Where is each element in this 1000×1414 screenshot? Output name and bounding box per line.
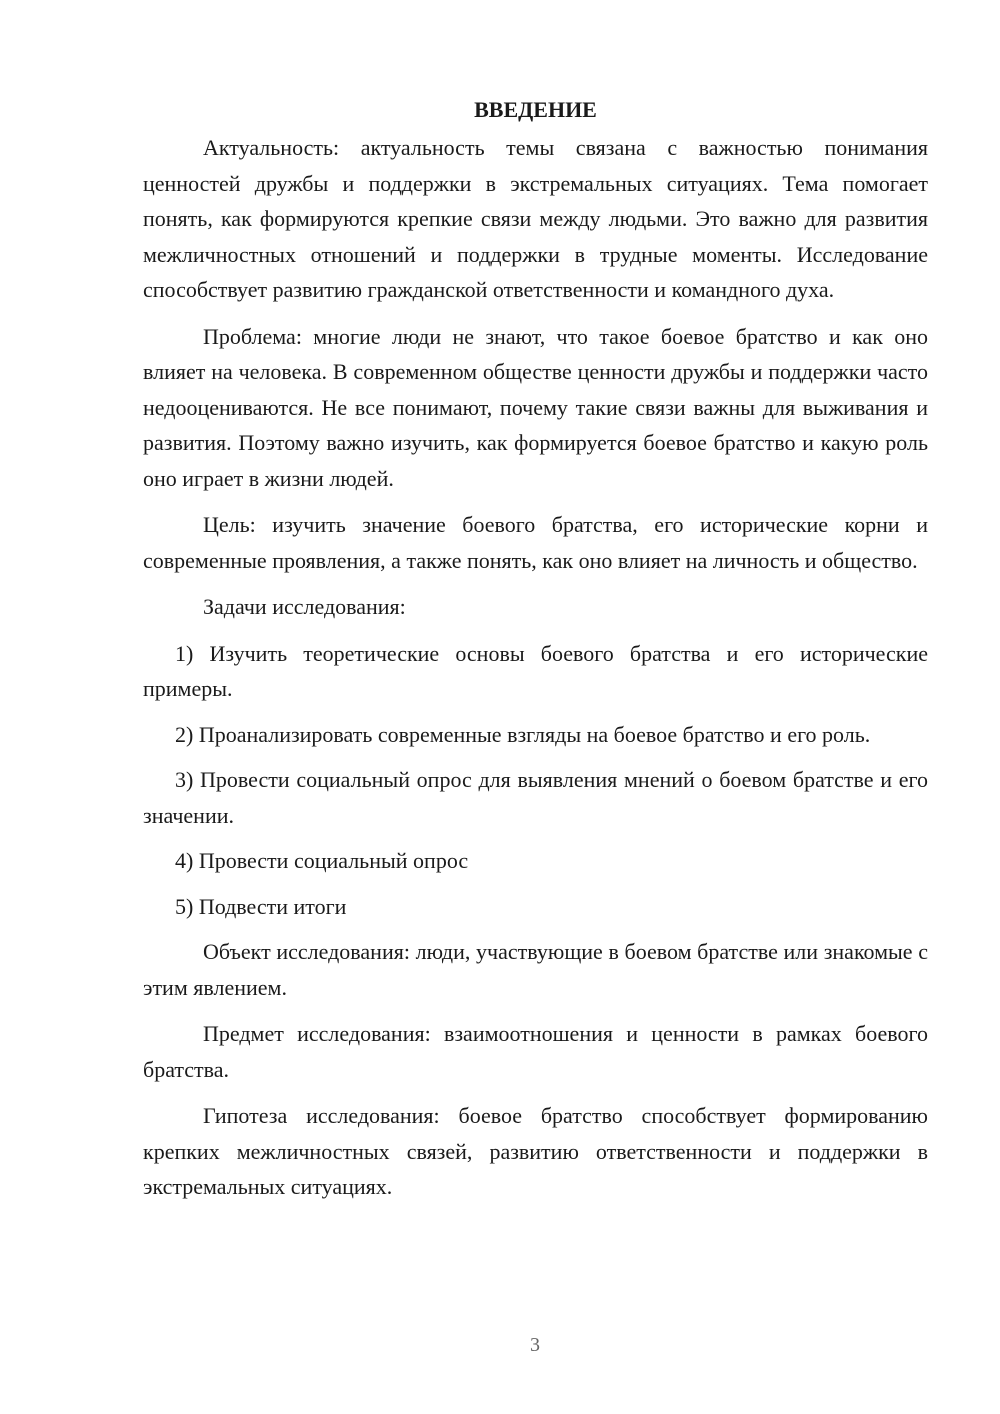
object-paragraph: Объект исследования: люди, участвующие в боевом братстве или знакомые с этим явлением.: [143, 939, 928, 1000]
page-number: 3: [530, 1334, 540, 1356]
document-page: [143, 95, 928, 1216]
section-title: ВВЕДЕНИЕ: [474, 97, 597, 122]
problem-paragraph: Проблема: многие люди не знают, что такое боевое братство и как оно влияет на человека. В современном обществе ценности дружбы и поддержки часто недооцениваются. Не все понимают, почему такие связи важны для выживания и развития. Поэтому важно изучить, как формируется боевое братство и какую роль оно играет в жизни людей.: [143, 323, 928, 491]
subject-paragraph: Предмет исследования: взаимоотношения и ценности в рамках боевого братства.: [143, 1021, 928, 1082]
goal-paragraph: Цель: изучить значение боевого братства, его исторические корни и современные проявления, а также понять, как оно влияет на личность и общество.: [143, 512, 928, 573]
task-item-4: 4) Провести социальный опрос: [175, 848, 469, 873]
hypothesis-paragraph: Гипотеза исследования: боевое братство способствует формированию крепких межличностных связей, развитию ответственности и поддержки в экстремальных ситуациях.: [143, 1103, 928, 1199]
relevance-paragraph: Актуальность: актуальность темы связана с важностью понимания ценностей дружбы и поддержки в экстремальных ситуациях. Тема помогает понять, как формируются крепкие связи между людьми. Это важно для развития межличностных отношений и поддержки в трудные моменты. Исследование способствует развитию гражданской ответственности и командного духа.: [143, 135, 928, 302]
task-item-3: 3) Провести социальный опрос для выявления мнений о боевом братстве и его значении.: [143, 767, 928, 828]
tasks-heading: Задачи исследования:: [203, 594, 406, 619]
task-item-2: 2) Проанализировать современные взгляды на боевое братство и его роль.: [175, 721, 871, 747]
task-item-5: 5) Подвести итоги: [175, 893, 347, 919]
task-item-1: 1) Изучить теоретические основы боевого братства и его исторические примеры.: [143, 640, 928, 701]
